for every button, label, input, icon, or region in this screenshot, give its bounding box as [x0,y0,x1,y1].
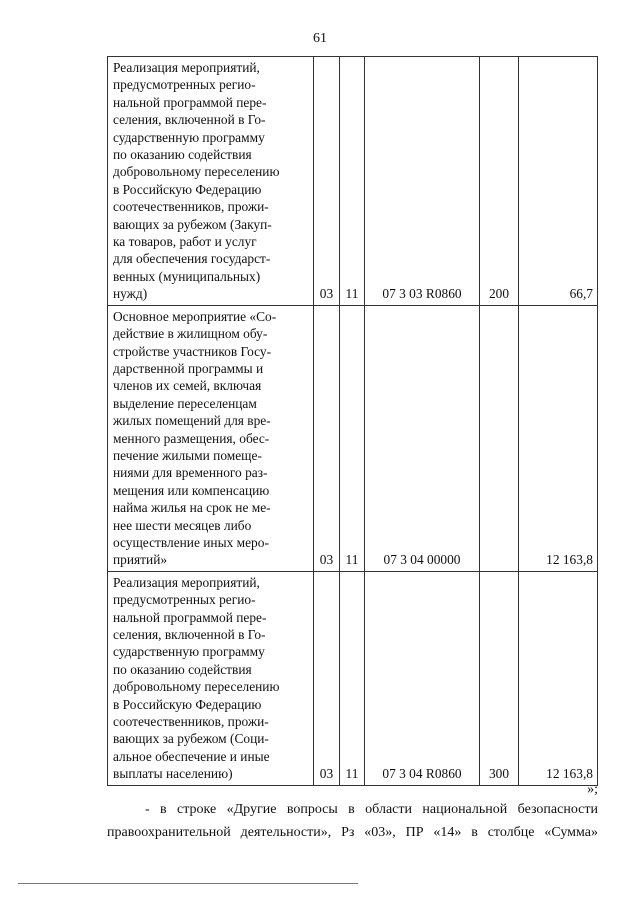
body-paragraph [107,798,598,844]
sum-cell: 12 163,8 [519,305,598,571]
row-description: Реализация мероприятий, предусмотренных регио- нальной программой пере- селения, включенной в Го- сударственную программу по оказанию содействия добровольному переселению в Российскую Федерацию соотечественников, прожи- вающих за рубежом (Закуп- ка товаров, работ и услуг для обеспечения государст- венных (муниципальных) нужд) [113,60,280,302]
pr-cell: 11 [340,305,365,571]
paragraph-line: правоохранительной деятельности», Рз «03», ПР «14» в столбце «Сумма» [107,825,598,840]
page-number: 61 [313,31,327,46]
budget-table [107,56,598,786]
rz-cell: 03 [314,571,340,785]
rz-cell: 03 [314,57,340,306]
row-description: Реализация мероприятий, предусмотренных регио- нальной программой пере- селения, включенной в Го- сударственную программу по оказанию содействия добровольному переселению в Российскую Федерацию соотечественников, прожи- вающих за рубежом (Соци- альное обеспечение и иные выплаты населению) [113,574,280,782]
vr-cell [480,305,519,571]
pr-cell: 11 [340,57,365,306]
table-row [108,57,598,306]
row-description-cell [108,571,314,785]
sum-cell: 12 163,8 [519,571,598,785]
footer-divider [18,883,358,884]
vr-cell: 200 [480,57,519,306]
row-description-cell [108,57,314,306]
rz-cell: 03 [314,305,340,571]
csr-cell: 07 3 03 R0860 [365,57,480,306]
row-description: Основное мероприятие «Со- действие в жилищном обу- стройстве участников Госу- дарственной программы и членов их семей, включая выделение переселенцам жилых помещений для вре- менного размещения, обес- печение жилыми помеще- ниями для временного раз- мещения или компенсацию найма жилья на срок не ме- нее шести месяцев либо осуществление иных меро- приятий» [113,308,277,568]
csr-cell: 07 3 04 00000 [365,305,480,571]
pr-cell: 11 [340,571,365,785]
closing-quote: »; [587,782,598,797]
table-row [108,571,598,785]
vr-cell: 300 [480,571,519,785]
table-row [108,305,598,571]
sum-cell: 66,7 [519,57,598,306]
csr-cell: 07 3 04 R0860 [365,571,480,785]
row-description-cell [108,305,314,571]
paragraph-line: - в строке «Другие вопросы в области национальной безопасности [145,802,598,817]
